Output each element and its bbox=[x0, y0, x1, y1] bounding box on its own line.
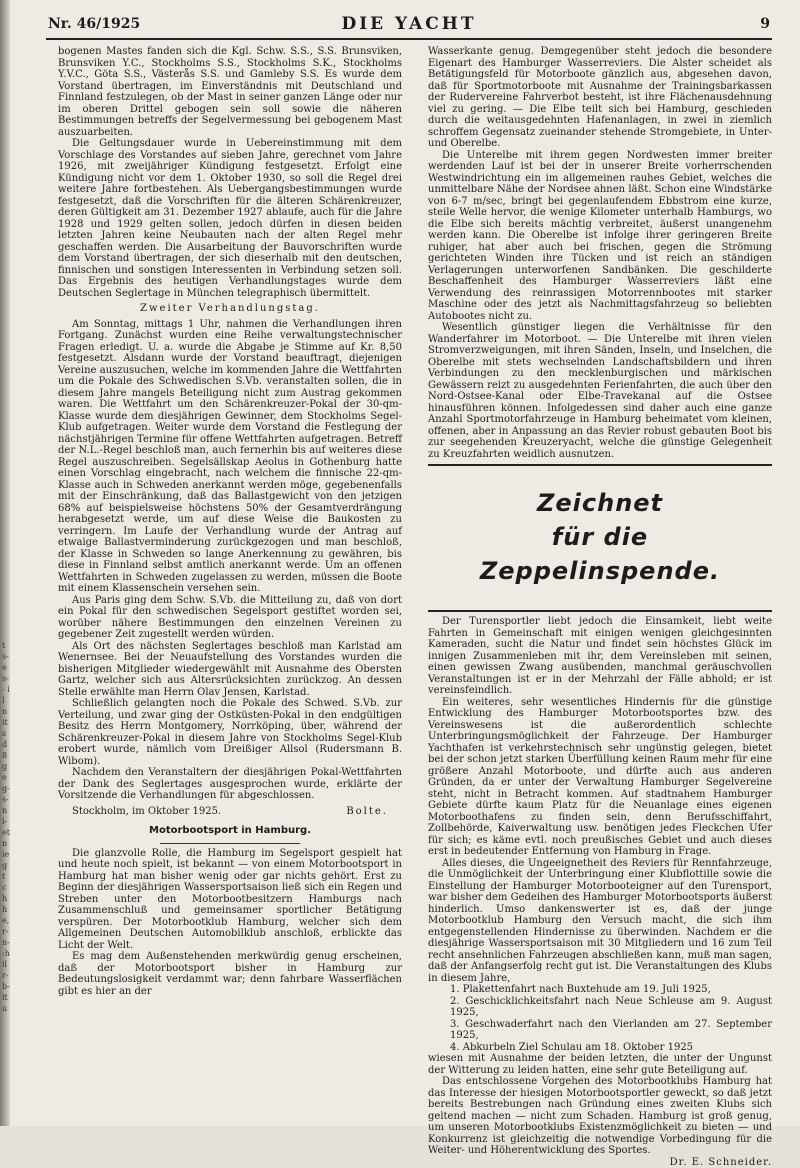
paragraph: Als Ort des nächsten Seglertages beschloß man Karlstad am Wenernsee. Bei der Neuaufstellung des Vorstandes wurden die bisherigen Mitglieder wiedergewählt mit Ausnahme des Obersten Gartz, welcher sich aus Altersrücksichten zurückzog. An dessen Stelle erwählte man Herrn Olav Jensen, Karlstad. bbox=[58, 641, 402, 699]
right-column bbox=[428, 46, 772, 1168]
paragraph: Ein weiteres, sehr wesentliches Hindernis für die günstige Entwicklung des Hamburger Motorbootsportes bzw. des Vereinswesens ist die außerordentlich schlechte Unterbringungsmöglichkeit der Fahrzeuge. Der Hamburger Yachthafen ist verkehrstechnisch sehr ungünstig gelegen, bietet bei der schon jetzt starken Überfüllung keinen Raum mehr für eine größere Anzahl Motorboote, und dürfte auch aus anderen Gründen, da er unter der Verwaltung Hamburger Segelvereine steht, nicht in Betracht kommen. Auf stadtnahem Hamburger Gebiete dürfte kaum Platz für die Neuanlage eines eigenen Motorboothafens zu finden sein, denn Berufsschiffahrt, Zollbehörde, Kaiverwaltung usw. benötigen jedes Fleckchen Ufer für sich; es käme evtl. noch preußisches Gebiet und auch dieses erst in bedeutender Entfernung von Hamburg in Frage. bbox=[428, 697, 772, 858]
list-item: 1. Plakettenfahrt nach Buxtehude am 19. Juli 1925, bbox=[450, 984, 772, 996]
page-header bbox=[48, 14, 770, 36]
header-rule bbox=[46, 38, 772, 40]
paragraph: Alles dieses, die Ungeeignetheit des Reviers für Rennfahrzeuge, die Unmöglichkeit der Unterbringung einer Klubflottille sowie die Einstellung der Hamburger Motorbooteigner auf den Turensport, war bisher dem Gedeihen des Hamburger Motorbootsports äußerst hinderlich. Umso dankenswerter ist es, daß der junge Motorbootklub Hamburg den Versuch macht, die sich ihm entgegenstellenden Hindernisse zu überwinden. Nachdem er die diesjährige Wassersportsaison mit 30 Mitgliedern und 16 zum Teil recht ansehnlichen Fahrzeugen abschließen kann, muß man sagen, daß der Anfangserfolg recht gut ist. Die Veranstaltungen des Klubs in diesem Jahre, bbox=[428, 858, 772, 985]
zeppelin-appeal-box bbox=[428, 464, 772, 612]
article-author: Dr. E. Schneider. bbox=[428, 1157, 772, 1168]
list-item: 2. Geschicklichkeitsfahrt nach Neue Schleuse am 9. August 1925, bbox=[450, 996, 772, 1019]
cut-off-text-margin: t s- e s- - il n it s d 8 ge g- s- n i- et n ie gt ch h e, r- n- :h il r- b- it u bbox=[2, 640, 10, 1014]
paragraph: Es mag dem Außenstehenden merkwürdig genug erscheinen, daß der Motorbootsport bisher in Hamburg zur Bedeutungslosigkeit verdammt war; denn fahrbare Wasserflächen gibt es hier an der bbox=[58, 951, 402, 997]
issue-number: Nr. 46/1925 bbox=[48, 16, 140, 32]
appeal-line-1: Zeichnet bbox=[428, 486, 772, 520]
subheading: Zweiter Verhandlungstag. bbox=[58, 303, 402, 315]
paragraph: Schließlich gelangten noch die Pokale des Schwed. S.Vb. zur Verteilung, und zwar ging der Ostküsten-Pokal in den endgültigen Besitz des Herrn Montgomery, Norrköping, über, während der Schärenkreuzer-Pokal in diesem Jahre von Stockholms Segel-Klub erobert wurde, nämlich vom Dreißiger Allsol (Rudersmann B. Wibom). bbox=[58, 698, 402, 767]
paragraph: wiesen mit Ausnahme der beiden letzten, die unter der Ungunst der Witterung zu leiden hatten, eine sehr gute Beteiligung auf. bbox=[428, 1053, 772, 1076]
paragraph: Der Turensportler liebt jedoch die Einsamkeit, liebt weite Fahrten in Gemeinschaft mit einigen wenigen gleichgesinnten Kameraden, sucht die Natur und findet sein höchstes Glück im innigen Zusammenleben mit ihr, dem Vereinsleben mit seinen, einen gewissen Zwang ausübenden, manchmal geräuschvollen Veranstaltungen ist er in der Mehrzahl der Fälle abhold; er ist vereinsfeindlich. bbox=[428, 616, 772, 697]
paragraph: Wasserkante genug. Demgegenüber steht jedoch die besondere Eigenart des Hamburger Wasserreviers. Die Alster scheidet als Betätigungsfeld für Motorboote gänzlich aus, abgesehen davon, daß für Sportmotorboote mit Ausnahme der Trainingsbarkassen der Rudervereine Fahrverbot besteht, ist ihre Flächenausdehnung viel zu gering. — Die Elbe teilt sich bei Hamburg, geschieden durch die weitausgedehnten Hafenanlagen, in zwei in ziemlich schroffem Gegensatz zueinander stehende Stromgebiete, in Unter- und Oberelbe. bbox=[428, 46, 772, 150]
list-item: 3. Geschwaderfahrt nach den Vierlanden am 27. September 1925, bbox=[450, 1019, 772, 1042]
paragraph: Wesentlich günstiger liegen die Verhältnisse für den Wanderfahrer im Motorboot. — Die Unterelbe mit ihren vielen Stromverzweigungen, mit ihren Sänden, Inseln, und Inselchen, die Oberelbe mit stets wechselnden Landschaftsbildern und ihren Verbindungen zu den mecklenburgischen und märkischen Gewässern reizt zu ausgedehnten Ferienfahrten, die auch über den Nord-Ostsee-Kanal oder Elbe-Travekanal auf die Ostsee hinausführen können. Infolgedessen sind daher auch eine ganze Anzahl Sportmotorfahrzeuge in Hamburg beheimatet vom kleinen, offenen, aber in Anpassung an das Revier robust gebauten Boot bis zur seegehenden Kreuzeryacht, welche die günstige Gelegenheit zu Kreuzfahrten weidlich ausnutzen. bbox=[428, 322, 772, 460]
signature-place-date: Stockholm, im Oktober 1925. bbox=[72, 806, 221, 818]
signature-author: Bolte. bbox=[346, 806, 388, 818]
appeal-line-2: für die Zeppelinspende. bbox=[428, 520, 772, 588]
paragraph: bogenen Mastes fanden sich die Kgl. Schw. S.S., S.S. Brunsviken, Brunsviken Y.C., Stockholms S.S., Stockholms S.K., Stockholms Y.V.C., Göta S.S., Västerås S.S. und Gamleby S.S. Es wurde dem Vorstand übertragen, im Einverständnis mit Deutschland und Finnland festzulegen, ob der Mast in seiner ganzen Länge oder nur im oberen Drittel gebogen sein soll sowie die näheren Bestimmungen betreffs der Segelvermessung bei gebogenem Mast auszuarbeiten. bbox=[58, 46, 402, 138]
paragraph: Am Sonntag, mittags 1 Uhr, nahmen die Verhandlungen ihren Fortgang. Zunächst wurden eine Reihe verwaltungstechnischer Fragen erledigt. U. a. wurde die Abgabe je Stimme auf Kr. 8,50 festgesetzt. Alsdann wurde der Vorstand beauftragt, diejenigen Vereine auszusuchen, welche im kommenden Jahre die Wettfahrten um die Pokale des Schwedischen S.Vb. veranstalten sollen, die in diesem Jahre mangels Beteiligung nicht zum Austrag gekommen waren. Die Wettfahrt um den Schärenkreuzer-Pokal der 30-qm-Klasse wurde dem diesjährigen Gewinner, dem Stockholms Segel-Klub aufgetragen. Weiter wurde dem Vorstand die Festlegung der nächstjährigen Termine für offene Wettfahrten aufgetragen. Betreff der N.L.-Regel beschloß man, auch fernerhin bis auf weiteres diese Regel auszuschreiben. Segelsällskap Aeolus in Gothenburg hatte einen Vorschlag eingebracht, nach welchem die finnische 22-qm-Klasse auch in Schweden anerkannt werden möge, gegebenenfalls mit der Einschränkung, daß das Ballastgewicht von den jetzigen 68% auf beispielsweise höchstens 50% der Gesamtverdrängung herabgesetzt werde, um auf diese Weise die Baukosten zu verringern. Im Laufe der Verhandlung wurde der Antrag auf etwaige Ballastverminderung zurückgezogen und man beschloß, der Klasse in Schweden so lange Anerkennung zu gewähren, bis diese in Finnland selbst amtlich anerkannt werde. Um an offenen Wettfahrten in Schweden zugelassen zu werden, müssen die Boote mit einem Klassenschein versehen sein. bbox=[58, 319, 402, 595]
list-item: 4. Abkurbeln Ziel Schulau am 18. Oktober 1925 bbox=[450, 1042, 772, 1054]
signature-line bbox=[58, 806, 402, 818]
paragraph: Nachdem den Veranstaltern der diesjährigen Pokal-Wettfahrten der Dank des Seglertages ausgesprochen wurde, erklärte der Vorsitzende die Verhandlungen für abgeschlossen. bbox=[58, 767, 402, 802]
paragraph: Die glanzvolle Rolle, die Hamburg im Segelsport gespielt hat und heute noch spielt, ist bekannt — von einem Motorbootsport in Hamburg hat man bisher wenig oder gar nichts gehört. Erst zu Beginn der diesjährigen Wassersportsaison ließ sich ein Regen und Streben unter den Motorbootbesitzern Hamburgs nach Zusammenschluß und gemeinsamer sportlicher Betätigung verspüren. Der Motorbootklub Hamburg, welcher sich dem Allgemeinen Deutschen Automobilklub anschloß, erblickte das Licht der Welt. bbox=[58, 848, 402, 952]
paragraph: Die Unterelbe mit ihrem gegen Nordwesten immer breiter werdenden Lauf ist bei der in unserer Breite vorherrschenden Westwindrichtung ein im allgemeinen rauhes Gebiet, welches die unmittelbare Nähe der Nordsee ahnen läßt. Schon eine Windstärke von 6-7 m/sec, bringt bei gegenlaufendem Ebbstrom eine kurze, steile Welle hervor, die wenige Kilometer unterhalb Hamburgs, wo die Elbe sich bereits mächtig verbreitet, äußerst unangenehm werden kann. Die Oberelbe ist infolge ihrer geringeren Breite ruhiger, hat aber auch bei frischen, gegen die Strömung gerichteten Winden ihre Tücken und ist reich an ständigen Verlagerungen unterworfenen Sandbänken. Die geschilderte Beschaffenheit des Hamburger Wasserreviers läßt eine Verwendung des reinrassigen Motorrennbootes mit starker Maschine oder des jetzt als Nachmittagsfahrzeug so beliebten Autobootes nicht zu. bbox=[428, 150, 772, 323]
article-title: Motorbootsport in Hamburg. bbox=[58, 825, 402, 837]
event-list bbox=[428, 984, 772, 1053]
paragraph: Aus Paris ging dem Schw. S.Vb. die Mitteilung zu, daß von dort ein Pokal für den schwedischen Segelsport gestiftet worden sei, worüber nähere Bestimmungen den einzelnen Vereinen zu gegebener Zeit zugestellt werden würden. bbox=[58, 595, 402, 641]
paragraph: Die Geltungsdauer wurde in Uebereinstimmung mit dem Vorschlage des Vorstandes auf sieben Jahre, gerechnet vom Jahre 1926, mit zweijähriger Kündigung festgesetzt. Erfolgt eine Kündigung nicht vor dem 1. Oktober 1930, so soll die Regel drei weitere Jahre fortbestehen. Als Uebergangsbestimmungen wurde festgesetzt, daß die Vorschriften für die älteren Schärenkreuzer, deren Gültigkeit am 31. Dezember 1927 ablaufe, auch für die Jahre 1928 und 1929 gelten sollen, jedoch dürfen in diesen beiden letzten Jahren keine Neubauten nach der alten Regel mehr geschaffen werden. Die Ausarbeitung der Bauvorschriften wurde dem Vorstand übertragen, der sich dieserhalb mit den deutschen, finnischen und sonstigen Interessenten in Verbindung setzen soll. Das Ergebnis des heutigen Verhandlungstages wurde dem Deutschen Seglertage in München telegraphisch übermittelt. bbox=[58, 138, 402, 299]
left-column bbox=[58, 46, 402, 997]
paragraph: Das entschlossene Vorgehen des Motorbootklubs Hamburg hat das Interesse der hiesigen Motorbootsportler geweckt, so daß jetzt bereits Bestrebungen nach Gründung eines zweiten Klubs sich geltend machen — nicht zum Schaden. Hamburg ist groß genug, um unseren Motorbootklubs Existenzmöglichkeit zu bieten — und Konkurrenz ist gleichzeitig die notwendige Vorbedingung für die Weiter- und Höherentwicklung des Sportes. bbox=[428, 1076, 772, 1157]
magazine-title: DIE YACHT bbox=[48, 14, 770, 34]
page-number: 9 bbox=[760, 16, 770, 32]
